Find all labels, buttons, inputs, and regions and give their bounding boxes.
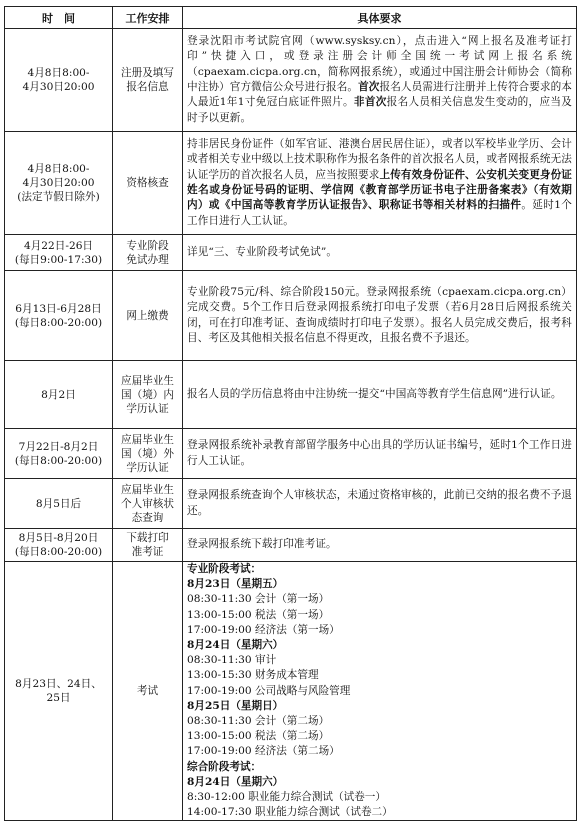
time-line: (每日8:00-20:00) [14, 454, 103, 467]
exam-schedule-line: 13:00-15:30 财务成本管理 [187, 669, 319, 682]
task-line: 资格核查 [126, 177, 169, 189]
exam-schedule-line: 综合阶段考试： [187, 760, 262, 773]
task-cell [113, 132, 183, 235]
exam-schedule-line: 17:00-19:00 经济法（第二场） [187, 745, 340, 758]
exam-schedule-line: 8月25日（星期日） [187, 699, 284, 712]
time-cell [5, 361, 113, 429]
requirement-cell [183, 271, 577, 361]
task-line: 态查询 [131, 511, 164, 524]
exam-schedule-line: 13:00-15:00 税法（第一场） [187, 608, 330, 621]
requirement-text: 报名人员的学历信息将由中注协统一提交“中国高等教育学生信息网”进行认证。 [187, 387, 562, 400]
requirement-text: 报名人员需进行注册并上传符合要求的本人最近1年1寸免冠白底证件照片。 [187, 81, 572, 109]
requirement-text: 报名人员相关信息发生变动的，应当及时予以更新。 [187, 96, 572, 124]
task-line: 专业阶段 [126, 239, 169, 252]
time-line: 7月22日-8月2日 [18, 440, 99, 453]
task-cell [113, 562, 183, 821]
schedule-body [5, 29, 577, 821]
time-cell [5, 29, 113, 132]
requirement-cell [183, 235, 577, 271]
table-row [5, 271, 577, 361]
exam-schedule-line: 14:00-17:30 职业能力综合测试（试卷二） [187, 806, 393, 819]
task-cell [113, 235, 183, 271]
requirement-text: 专业阶段75元/科、综合阶段150元。登录网报系统（cpaexam.cicpa.org.cn）完成交费。5个工作日后登录网报系统打印电子发票（若6月28日后网报系统关闭，可在打印准考证、查询成绩时打印电子发票）。报名人员完成交费后，报考科目、考区及其他相关报名信息不得更改，且报名费不予退还。 [187, 285, 572, 344]
requirement-text: 详见“三、专业阶段考试免试”。 [187, 245, 338, 258]
exam-schedule-line: 8月24日（星期六） [187, 775, 284, 788]
requirement-text: 登录网报系统查询个人审核状态，未通过资格审核的，此前已交纳的报名费不予退还。 [187, 489, 572, 517]
exam-schedule-line: 专业阶段考试： [187, 563, 262, 575]
task-line: 报名信息 [126, 81, 169, 93]
task-line: 准考证 [131, 546, 164, 558]
requirement-text: 。延时1个工作日进行人工认证。 [187, 199, 572, 227]
time-cell [5, 271, 113, 361]
time-line: 8月5日后 [35, 497, 82, 510]
header-task: 工作安排 [113, 7, 183, 29]
table-row [5, 132, 577, 235]
exam-schedule-line: 08:30-11:30 审计 [187, 654, 277, 667]
time-line: 4月30日20:00 [22, 177, 95, 189]
task-line: 学历认证 [126, 402, 169, 415]
task-line: 学历认证 [126, 461, 169, 474]
time-line: 8月5日-8月20日 [18, 532, 99, 544]
requirement-bold-text: 非首次 [353, 96, 387, 109]
exam-schedule-line: 08:30-11:30 会计（第一场） [187, 593, 330, 606]
requirement-text: 登录网报系统补录教育部留学服务中心出具的学历认证书编号，延时1个工作日进行人工认证。 [187, 439, 572, 467]
task-line: 注册及填写 [121, 67, 174, 79]
task-line: 下载打印 [126, 532, 169, 544]
task-line: 网上缴费 [126, 309, 169, 322]
exam-schedule-line: 08:30-11:30 会计（第二场） [187, 715, 330, 728]
requirement-cell [183, 132, 577, 235]
exam-schedule-line: 8月23日（星期五） [187, 578, 284, 591]
table-row [5, 361, 577, 429]
task-cell [113, 529, 183, 562]
time-line: (法定节假日除外) [17, 191, 100, 203]
requirement-cell [183, 529, 577, 562]
time-cell [5, 562, 113, 821]
exam-schedule-line: 17:00-19:00 经济法（第一场） [187, 623, 340, 636]
table-header-row [5, 7, 577, 29]
task-line: 免试办理 [126, 253, 169, 266]
task-line: 考试 [136, 685, 159, 698]
requirement-cell [183, 29, 577, 132]
task-line: 个人审核状 [121, 497, 174, 510]
header-time: 时 间 [5, 7, 113, 29]
requirement-bold-text: 上传有效身份证件、公安机关变更身份证姓名或身份证号码的证明、学信网《教育部学历证书电子注册备案表》（有效期内）或《中国高等教育学历认证报告》、职称证书等相关材料的扫描件 [187, 168, 572, 212]
table-row [5, 562, 577, 821]
time-line: (每日8:00-20:00) [14, 316, 103, 329]
time-cell [5, 132, 113, 235]
exam-schedule-line: 8:30-12:00 职业能力综合测试（试卷一） [187, 791, 386, 804]
requirement-cell [183, 562, 577, 821]
requirement-cell [183, 361, 577, 429]
schedule-table [4, 6, 577, 821]
requirement-text: 登录沈阳市考试院官网（www.sysksy.cn），点击进入“网上报名及准考证打印”快捷入口，或登录注册会计师全国统一考试网上报名系统（cpaexam.cicpa.org.cn，简称网报系统），或通过中国注册会计师协会（简称中注协）官方微信公众号进行报名。 [187, 35, 572, 93]
table-row [5, 235, 577, 271]
task-cell [113, 271, 183, 361]
time-line: 4月8日8:00- [27, 67, 90, 79]
time-cell [5, 529, 113, 562]
table-row [5, 479, 577, 529]
exam-schedule-line: 8月24日（星期六） [187, 639, 284, 652]
exam-schedule-line: 17:00-19:00 公司战略与风险管理 [187, 684, 351, 697]
time-line: 6月13日-6月28日 [15, 302, 102, 315]
time-cell [5, 429, 113, 479]
time-line: 8月2日 [41, 388, 76, 401]
requirement-text: 持非居民身份证件（如军官证、港澳台居民居住证），或者以军校毕业学历、会计或者相关专业中级以上技术职称作为报名条件的首次报名人员，或者网报系统无法认证学历的首次报名人员，应当按照要求 [187, 138, 572, 181]
requirement-bold-text: 首次 [358, 81, 380, 93]
task-cell [113, 29, 183, 132]
table-row [5, 29, 577, 132]
requirement-text: 登录网报系统下载打印准考证。 [187, 538, 337, 551]
time-cell [5, 235, 113, 271]
time-cell [5, 479, 113, 529]
task-cell [113, 429, 183, 479]
time-line: 4月8日8:00- [27, 163, 90, 175]
header-requirements: 具体要求 [183, 7, 577, 29]
task-cell [113, 361, 183, 429]
exam-schedule-line: 13:00-15:00 税法（第二场） [187, 730, 330, 743]
task-line: 应届毕业生 [121, 374, 174, 387]
table-row [5, 429, 577, 479]
time-line: 4月22日-26日 [23, 239, 94, 252]
task-line: 国（境）外 [121, 447, 174, 460]
requirement-cell [183, 479, 577, 529]
task-line: 国（境）内 [121, 388, 174, 401]
requirement-cell [183, 429, 577, 479]
task-line: 应届毕业生 [121, 483, 174, 496]
time-line: 4月30日20:00 [22, 81, 95, 93]
task-line: 应届毕业生 [121, 433, 174, 446]
task-cell [113, 479, 183, 529]
time-line: (每日8:00-20:00) [14, 546, 103, 558]
time-line: (每日9:00-17:30) [14, 253, 103, 266]
table-row [5, 529, 577, 562]
time-line: 8月23日、24日、25日 [15, 678, 102, 705]
